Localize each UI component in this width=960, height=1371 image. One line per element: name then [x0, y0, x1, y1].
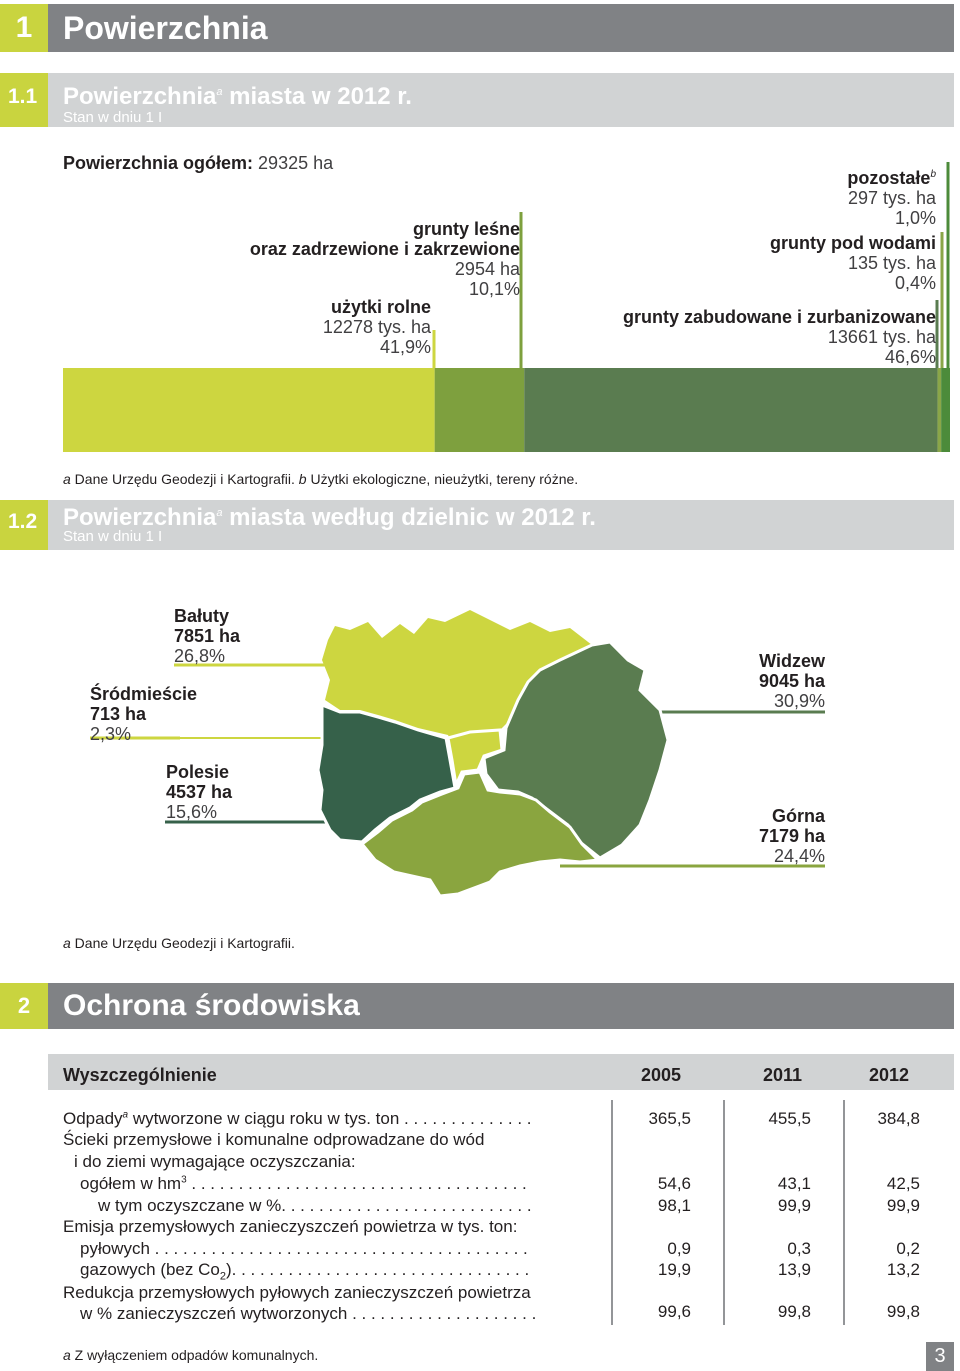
label-agricultural: użytki rolne 12278 tys. ha 41,9%: [322, 297, 431, 357]
section-title: Powierzchnia: [63, 9, 268, 46]
table-row: w tym oczyszczane w %. . . . . . . . . . . . . . . . . . . . . . . . . . .: [98, 1196, 532, 1215]
header-2011: 2011: [763, 1065, 803, 1085]
cell-value: 98,1: [657, 1196, 691, 1215]
cell-value: 99,8: [777, 1302, 811, 1321]
cell-value: 99,8: [886, 1302, 920, 1321]
cell-value: 19,9: [657, 1260, 691, 1279]
cell-value: 0,9: [667, 1239, 691, 1258]
cell-value: 365,5: [648, 1109, 691, 1128]
header-description: Wyszczególnienie: [63, 1065, 217, 1085]
cell-value: 54,6: [657, 1174, 691, 1193]
section-number: 2: [0, 983, 48, 1029]
table-row: gazowych (bez $Co_2$). . . . . . . . . . . . . . . . . . . . . . . . . . . . . . . .: [80, 1260, 530, 1283]
label-water: grunty pod wodami 135 tys. ha 0,4%: [770, 233, 936, 293]
table-row: Odpady$^a$ wytworzone w ciągu roku w tys. ton . . . . . . . . . . . . . .: [63, 1109, 532, 1128]
cell-value: 99,9: [777, 1196, 811, 1215]
label-baluty: Bałuty 7851 ha 26,8%: [174, 606, 241, 666]
table-row: w % zanieczyszczeń wytworzonych . . . . . . . . . . . . . . . . . . . .: [80, 1304, 537, 1323]
bar-segment-agricultural: [63, 368, 435, 452]
cell-value: 99,6: [657, 1302, 691, 1321]
footnote-table: a Z wyłączeniem odpadów komunalnych.: [63, 1347, 319, 1363]
bar-segment-forest: [435, 368, 525, 452]
label-other: pozostałe$^b$ 297 tys. ha 1,0%: [847, 168, 936, 228]
section-title: Ochrona środowiska: [63, 989, 360, 1022]
bar-segment-built-up: [524, 368, 937, 452]
table-header: [48, 1054, 954, 1090]
table-row: ogółem w $hm^3$ . . . . . . . . . . . . . . . . . . . . . . . . . . . . . . . . . . . .: [80, 1174, 527, 1193]
section-title-bar: [48, 983, 954, 1029]
subsection-number: 1.1: [0, 73, 48, 127]
subsection-number: 1.2: [0, 500, 48, 550]
subsection-title: Powierzchnia$^a$ miasta w 2012 r.: [63, 83, 412, 110]
cell-value: 13,2: [886, 1260, 920, 1279]
cell-value: 384,8: [877, 1109, 920, 1128]
bar-segment-other: [941, 368, 950, 452]
cell-value: 43,1: [777, 1174, 811, 1193]
cell-value: 0,2: [896, 1239, 920, 1258]
cell-value: 42,5: [886, 1174, 920, 1193]
cell-value: 99,9: [886, 1196, 920, 1215]
section-number: 1: [0, 4, 48, 52]
header-2005: 2005: [641, 1065, 682, 1085]
subsection-note: Stan w dniu 1 I: [63, 528, 163, 545]
label-forest: grunty leśne oraz zadrzewione i zakrzewione 2954 ha 10,1%: [249, 219, 520, 299]
cell-value: 455,5: [768, 1109, 811, 1128]
table-row: Emisja przemysłowych zanieczyszczeń powietrza w tys. ton:: [63, 1217, 518, 1236]
total-area: Powierzchnia ogółem: 29325 ha: [63, 153, 334, 173]
label-gorna: Górna 7179 ha 24,4%: [758, 806, 825, 866]
cell-value: 13,9: [777, 1260, 811, 1279]
subsection-title-bar: [48, 500, 954, 550]
label-widzew: Widzew 9045 ha 30,9%: [758, 651, 825, 711]
table-row: Redukcja przemysłowych pyłowych zanieczyszczeń powietrza: [63, 1283, 531, 1302]
table-row: i do ziemi wymagające oczyszczania:: [74, 1152, 356, 1171]
label-built-up: grunty zabudowane i zurbanizowane 13661 tys. ha 46,6%: [622, 307, 936, 367]
subsection-note: Stan w dniu 1 I: [63, 109, 163, 126]
bar-segment-water: [938, 368, 942, 452]
table-row: pyłowych . . . . . . . . . . . . . . . . . . . . . . . . . . . . . . . . . . . . . . . .: [80, 1239, 528, 1258]
table-divider: [723, 1100, 725, 1325]
footnote-1-2: a Dane Urzędu Geodezji i Kartografii.: [63, 935, 295, 951]
page-number: 3: [926, 1342, 954, 1371]
table-row: Ścieki przemysłowe i komunalne odprowadzane do wód: [63, 1130, 485, 1149]
subsection-title: Powierzchnia$^a$ miasta według dzielnic w 2012 r.: [63, 504, 596, 531]
header-2012: 2012: [869, 1065, 910, 1085]
label-polesie: Polesie 4537 ha 15,6%: [166, 762, 233, 822]
footnote-1-1: a Dane Urzędu Geodezji i Kartografii. b Użytki ekologiczne, nieużytki, tereny różne.: [63, 471, 579, 487]
cell-value: 0,3: [787, 1239, 811, 1258]
label-srodmiescie: Śródmieście 713 ha 2,3%: [90, 684, 198, 744]
